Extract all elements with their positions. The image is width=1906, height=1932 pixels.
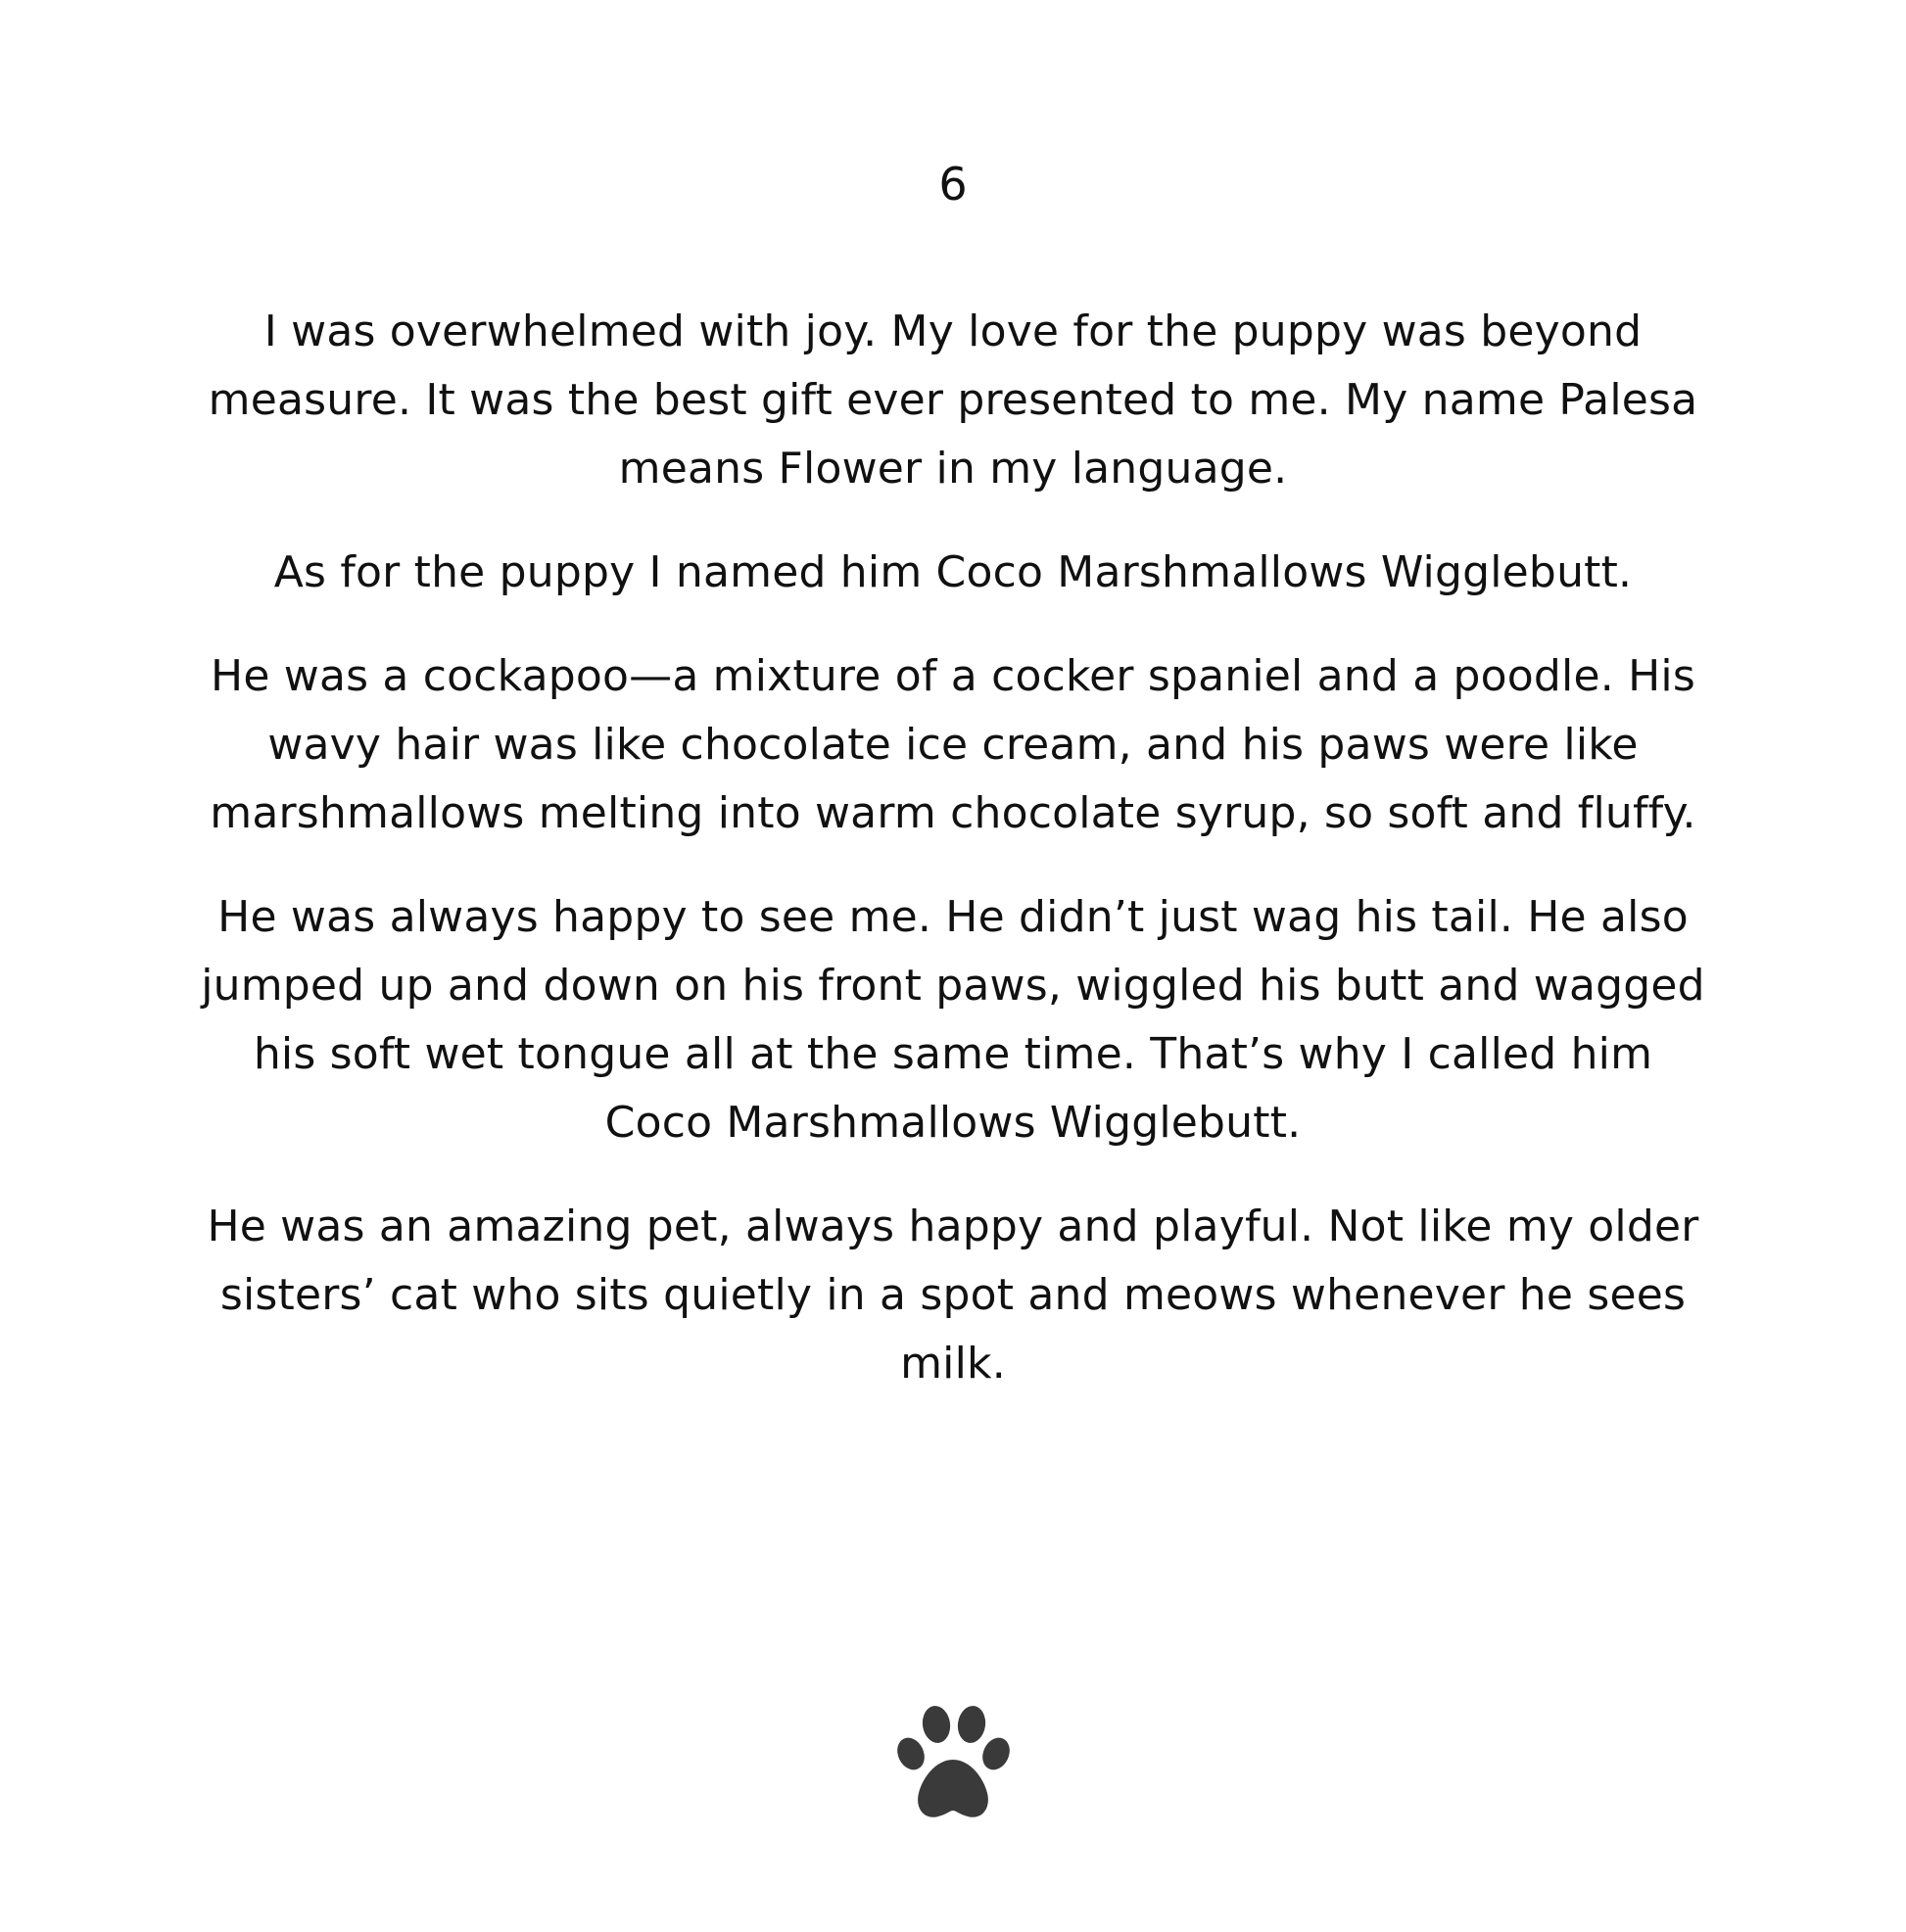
paragraph-4: He was always happy to see me. He didn’t just wag his tail. He also jumped up and down on his front paws, wiggled his butt and wagged his soft wet tongue all at the same time. That’s why I called him Coco Marshmallows Wigglebutt. bbox=[201, 892, 1705, 1148]
paragraph-3: He was a cockapoo—a mixture of a cocker spaniel and a poodle. His wavy hair was like chocolate ice cream, and his paws were like marshmallows melting into warm chocolate syrup, so soft and fluffy. bbox=[210, 651, 1696, 838]
story-text bbox=[196, 298, 1710, 1434]
page-number: 6 bbox=[938, 158, 968, 211]
paragraph-1: I was overwhelmed with joy. My love for the puppy was beyond measure. It was the best gift ever presented to me. My name Palesa means Flower in my language. bbox=[208, 306, 1698, 494]
paragraph-5: He was an amazing pet, always happy and playful. Not like my older sisters’ cat who sits quietly in a spot and meows whenever he sees milk. bbox=[207, 1202, 1699, 1389]
paw-print-icon bbox=[889, 1699, 1017, 1826]
paragraph-2: As for the puppy I named him Coco Marshmallows Wigglebutt. bbox=[273, 547, 1633, 597]
